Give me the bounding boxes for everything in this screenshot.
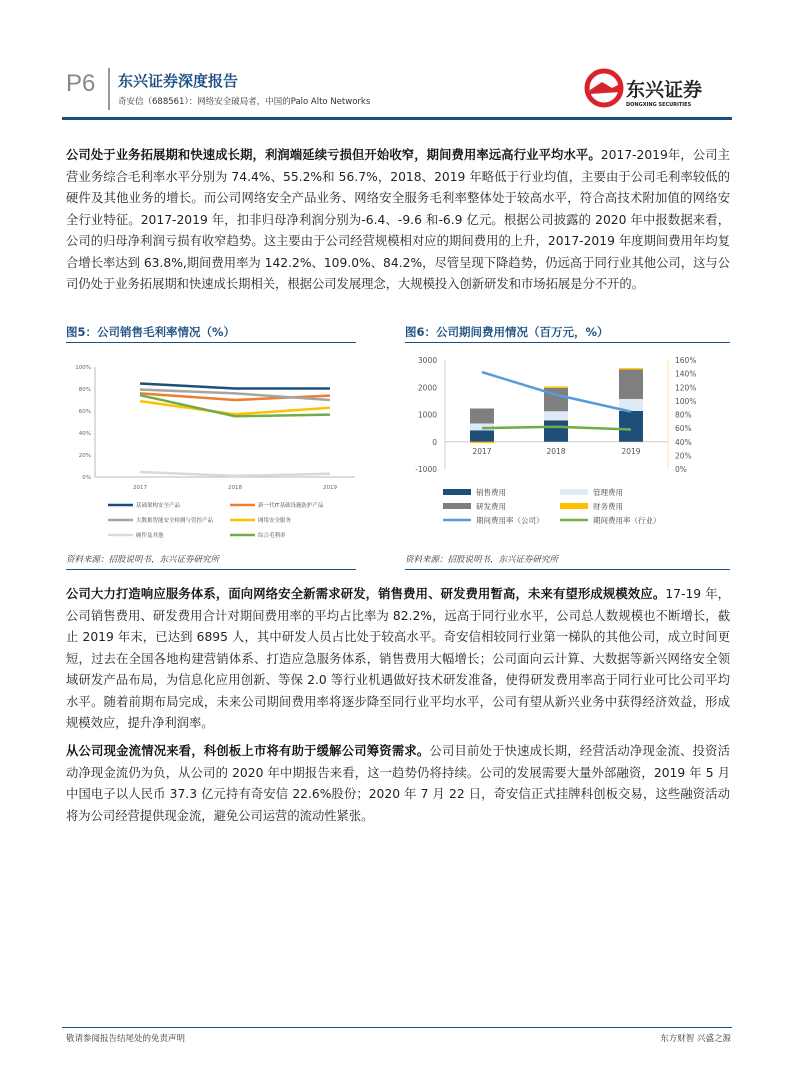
series-line-4 [140,472,330,476]
y2-tick-label: 160% [675,356,697,365]
figure-6-bottom-rule [405,569,730,570]
report-subtitle: 奇安信（688561）：网络安全破局者，中国的Palo Alto Networks [118,97,371,107]
legend-label: 财务费用 [593,502,623,511]
page-number: P6 [66,70,96,97]
bar-0-2019 [619,411,643,442]
header-rule [62,117,732,120]
bar-3-2018 [544,386,568,387]
bar-1-2018 [544,411,568,420]
y-tick-label: 1000 [417,410,437,420]
company-logo [582,66,732,116]
y-tick-label: 0% [82,475,91,481]
y2-tick-label: 20% [675,451,692,461]
y2-tick-label: 120% [675,383,697,393]
legend-swatch [443,489,471,495]
figure-5-bottom-rule [66,569,356,570]
x-tick-label: 2017 [472,446,492,456]
legend-label: 大数据智能安全检测与管控产品 [136,518,214,524]
series-line-3 [140,401,330,414]
svg-text:DONGXING SECURITIES: DONGXING SECURITIES [626,102,692,108]
y-tick-label: -1000 [415,465,437,474]
header-divider [108,68,110,110]
bar-3-2017 [470,442,494,443]
x-tick-label: 2018 [546,446,566,456]
y-tick-label: 100% [75,365,91,371]
gross-margin-chart [60,345,360,545]
bar-0-2017 [470,430,494,441]
legend-label: 硬件及其他 [136,533,164,539]
figure-5-title: 图5：公司销售毛利率情况（%） [66,325,236,339]
legend-label: 综合毛利率 [258,533,286,539]
legend-swatch [560,503,588,509]
svg-text:东兴证券: 东兴证券 [626,79,703,101]
figure-6-source: 资料来源：招股说明书，东兴证券研究所 [405,555,559,565]
y-tick-label: 0 [432,437,437,447]
legend-label: 研发费用 [476,502,506,511]
y-tick-label: 80% [78,387,91,393]
bar-3-2019 [619,368,643,369]
y-tick-label: 60% [78,409,91,415]
paragraph-3: 从公司现金流情况来看，科创板上市将有助于缓解公司筹资需求。公司目前处于快速成长期，经营活动净现金流、投资活动净现金流仍为负，从公司的 2020 年中期报告来看，这一趋势仍将持续。公司的发展需要大量外部融资，2019 年 5 月中国电子以人民币 37.3 亿元持有奇安信 22.6%股份；2020 年 7 月 22 日，奇安信正式挂牌科创板交易，这些融资活动将为公司经营提供现金流，避免公司运营的流动性紧张。 [66,744,730,823]
legend-swatch [560,489,588,495]
x-tick-label: 2019 [323,485,337,491]
series-line-0 [140,384,330,389]
legend-label: 新一代IT基础设施防护产品 [258,503,324,509]
y2-tick-label: 40% [675,437,692,447]
legend-label: 网络安全服务 [258,518,292,524]
figure-5-rule [66,342,356,343]
figure-6-title: 图6：公司期间费用情况（百万元，%） [405,325,609,339]
y-tick-label: 3000 [417,356,437,365]
y2-tick-label: 140% [675,369,697,379]
legend-label: 期间费用率（行业） [593,516,661,525]
report-title: 东兴证券深度报告 [118,72,239,90]
legend-label: 期间费用率（公司） [476,516,544,525]
x-tick-label: 2018 [228,485,242,491]
expense-chart [400,345,700,545]
figure-6-rule [405,342,730,343]
legend-label: 基础架构安全产品 [136,503,181,509]
bar-2-2019 [619,370,643,399]
legend-label: 销售费用 [476,488,506,497]
y2-tick-label: 80% [675,410,692,420]
bar-2-2017 [470,409,494,424]
legend-label: 管理费用 [593,488,623,497]
bar-0-2018 [544,420,568,441]
y-tick-label: 20% [78,453,91,459]
figure-5-source: 资料来源：招股说明书，东兴证券研究所 [66,555,220,565]
footer-rule [62,1027,732,1028]
y2-tick-label: 100% [675,396,697,406]
footer-slogan: 东方财智 兴盛之源 [660,1034,731,1044]
paragraph-1: 公司处于业务拓展期和快速成长期，利润端延续亏损但开始收窄，期间费用率远高行业平均水平。2017-2019年，公司主营业务综合毛利率水平分别为 74.4%、55.2%和 56.7%，2018、2019 年略低于行业均值，主要由于公司毛利率较低的硬件及其他业务的增长。而公司网络安全产品业务、网络安全服务毛利率整体处于较高水平，符合高技术附加值的网络安全行业特征。2017-2019 年，扣非归母净利润分别为-6.4、-9.6 和-6.9 亿元。根据公司披露的 2020 年中报数据来看，公司的归母净利润亏损有收窄趋势。这主要由于公司经营规模相对应的期间费用的上升，2017-2019 年度期间费用年均复合增长率达到 63.8%,期间费用率为 142.2%、109.0%、84.2%，尽管呈现下降趋势，仍远高于同行业其他公司，这与公司仍处于业务拓展期和快速成长期相关，根据公司发展理念，大规模投入创新研发和市场拓展是分不开的。 [66,148,730,291]
y-tick-label: 2000 [417,383,437,393]
y-tick-label: 40% [78,431,91,437]
legend-swatch [443,503,471,509]
y2-tick-label: 60% [675,424,692,434]
x-tick-label: 2019 [621,446,641,456]
footer-disclaimer: 敬请参阅报告结尾处的免责声明 [66,1034,186,1044]
y2-tick-label: 0% [675,465,687,474]
paragraph-2: 公司大力打造响应服务体系，面向网络安全新需求研发，销售费用、研发费用暂高，未来有望形成规模效应。17-19 年，公司销售费用、研发费用合计对期间费用率的平均占比率为 82.2%，远高于同行业水平，公司总人数规模也不断增长，截止 2019 年末，已达到 6895 人，其中研发人员占比处于较高水平。奇安信相较同行业第一梯队的其他公司，成立时间更短，过去在全国各地构建营销体系、打造应急服务体系，销售费用大幅增长；公司面向云计算、大数据等新兴网络安全领域研发产品布局，为信息化应用创新、等保 2.0 等行业机遇做好技术研发准备，使得研发费用率高于同行业可比公司平均水平。随着前期布局完成，未来公司期间费用率将逐步降至同行业平均水平，公司有望从新兴业务中获得经济效益，形成规模效应，提升净利润率。 [66,587,730,730]
x-tick-label: 2017 [133,485,147,491]
